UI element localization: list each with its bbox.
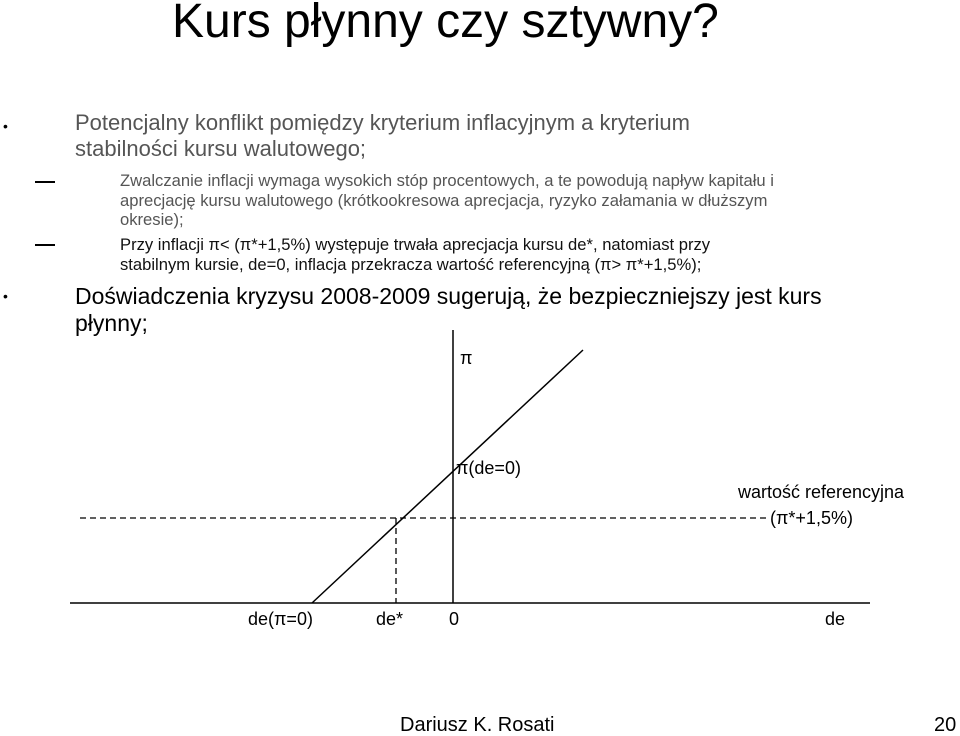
bullet-marker: •	[3, 118, 8, 134]
sub-bullet-text-inflation-fight: Zwalczanie inflacji wymaga wysokich stóp procentowych, a te powodują napływ kapitału i aprecjację kursu walutowego (krótkookresowa aprecjacja, ryzyko załamania w dłuższym okresie);	[120, 171, 774, 229]
bullet-text-crisis-experience: Doświadczenia kryzysu 2008-2009 sugerują, że bezpieczniejszy jest kurs płynny;	[75, 283, 822, 336]
footer-author: Dariusz K. Rosati	[400, 714, 555, 736]
bullet-marker: •	[3, 288, 8, 304]
reference-label-line2: (π*+1,5%)	[770, 508, 853, 528]
x-label-zero: 0	[449, 609, 460, 629]
footer-page-number: 20	[934, 714, 957, 736]
x-label-de-star: de*	[376, 609, 404, 629]
bullet-text-conflict: Potencjalny konflikt pomiędzy kryterium inflacyjnym a kryterium stabilności kursu walutowego;	[75, 110, 690, 161]
x-axis-label: de	[825, 609, 846, 629]
y-axis-label: π	[460, 348, 473, 368]
sub-bullet-text-appreciation: Przy inflacji π< (π*+1,5%) występuje trwała aprecjacja kursu de*, natomiast przy stabilnym kursie, de=0, inflacja przekracza wartość referencyjną (π> π*+1,5%);	[120, 235, 711, 274]
inflation-line	[312, 350, 583, 603]
slide-title: Kurs płynny czy sztywny?	[172, 0, 719, 48]
intercept-label: π(de=0)	[456, 458, 521, 478]
reference-label-line1: wartość referencyjna	[738, 482, 905, 502]
x-label-de-pi0: de(π=0)	[248, 609, 313, 629]
